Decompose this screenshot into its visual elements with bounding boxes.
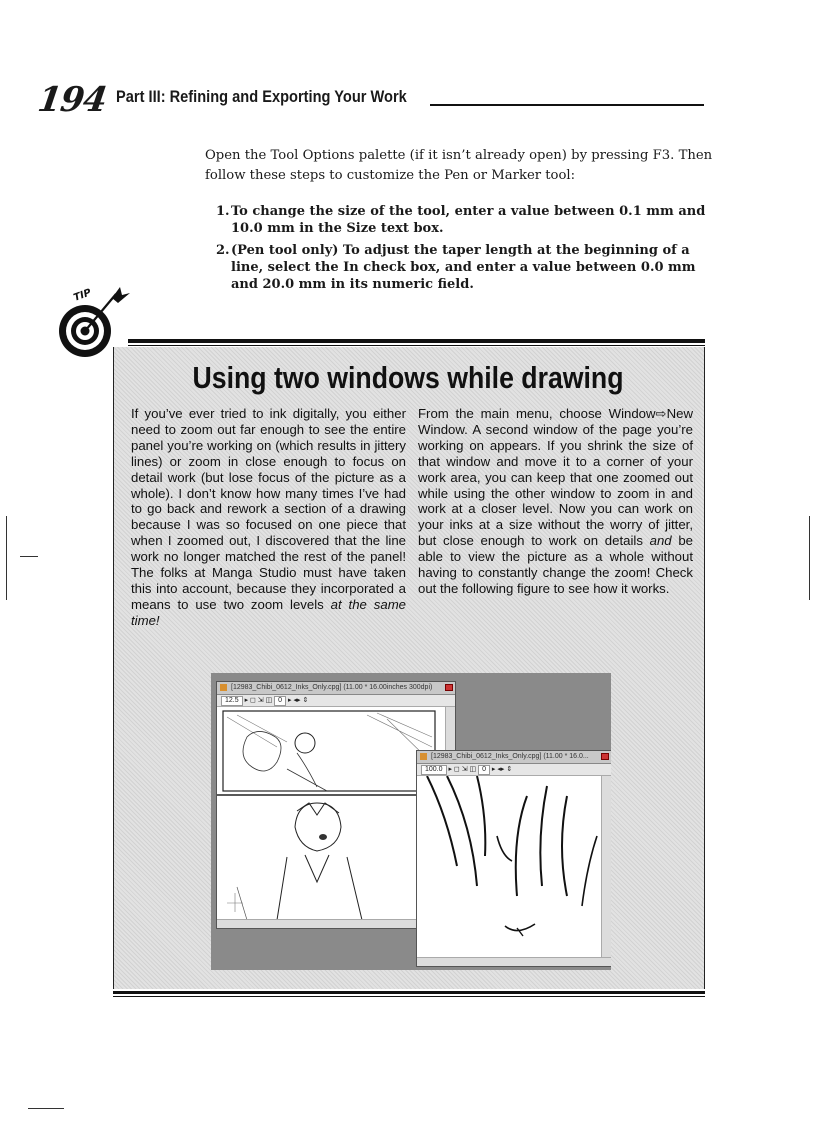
step-number: 2. — [216, 243, 230, 258]
horizontal-scrollbar[interactable] — [417, 957, 611, 966]
vertical-scrollbar[interactable] — [601, 776, 611, 958]
intro-paragraph: Open the Tool Options palette (if it isn’t already open) by pressing F3. Then follow these steps to customize the Pen or Marker tool: — [205, 148, 713, 183]
running-head: Part III: Refining and Exporting Your Work — [116, 87, 407, 106]
step-text: To change the size of the tool, enter a value between 0.1 mm and 10.0 mm in the Size text box. — [231, 204, 706, 236]
right-column-text-3: be able to view the picture as a whole without having to constantly change the zoom! Check out the following figure to see how it works. — [418, 533, 693, 596]
window-titlebar[interactable] — [417, 751, 611, 764]
crop-mark — [28, 1108, 64, 1109]
sidebar-bottom-rule-thin — [113, 996, 705, 997]
zoom-field[interactable]: 12.5 — [221, 696, 243, 706]
document-icon — [420, 753, 427, 760]
step-item — [205, 203, 720, 237]
step-text: (Pen tool only) To adjust the taper length at the beginning of a line, select the In check box, and enter a value between 0.0 mm and 20.0 mm in its numeric field. — [231, 243, 696, 292]
page-canvas[interactable] — [217, 707, 446, 920]
sidebar-left-column — [131, 406, 406, 629]
window-toolbar: 100.0 ▸ ◻ ⇲ ◫ 0 ▸ ◂▸ ⇕ — [417, 764, 611, 776]
registration-mark — [20, 556, 38, 557]
tip-label: TIP — [72, 287, 93, 304]
page-field[interactable]: 0 — [274, 696, 286, 706]
right-column-emphasis: and — [649, 533, 672, 549]
crop-mark — [6, 516, 7, 600]
document-icon — [220, 684, 227, 691]
header-rule — [430, 104, 704, 106]
page-number: 194 — [35, 80, 109, 120]
step-number: 1. — [216, 204, 230, 219]
manga-closeup-art — [417, 776, 602, 958]
right-column-text-1: From the main menu, choose Window — [418, 406, 656, 421]
sidebar-top-rule-thin — [128, 345, 705, 346]
window-title: [12983_Chibi_0612_Inks_Only.cpg] (11.00 * 16.00inches 300dpi) — [231, 684, 433, 691]
figure-screenshot — [211, 673, 611, 970]
window-titlebar[interactable] — [217, 682, 455, 695]
menu-arrow-icon: ⇨ — [655, 406, 667, 421]
left-column-emphasis: at the same time! — [131, 596, 407, 628]
crop-mark — [809, 516, 810, 600]
steps-list — [205, 203, 720, 298]
zoom-field[interactable]: 100.0 — [421, 765, 447, 775]
zoomed-in-window[interactable] — [416, 750, 611, 967]
close-icon[interactable] — [445, 684, 453, 691]
sidebar-bottom-rule — [113, 991, 705, 994]
sidebar-title: Using two windows while drawing — [192, 360, 624, 395]
manga-page-art — [217, 707, 446, 920]
step-item — [205, 242, 720, 293]
sidebar-top-rule — [128, 339, 705, 343]
sidebar-right-column — [418, 406, 693, 597]
window-title: [12983_Chibi_0612_Inks_Only.cpg] (11.00 * 16.0... — [431, 753, 589, 760]
right-column-text-2: New Window. A second window of the page you’re working on appears. If you shrink the size of that window and move it to a corner of your work area, you can keep that one zoomed out while using the other window to zoom in and work at a closer level. Now you can work on your inks at a size without the worry of jitter, but close enough to work on details — [418, 406, 693, 549]
page-field[interactable]: 0 — [478, 765, 490, 775]
page-canvas[interactable] — [417, 776, 602, 958]
window-toolbar: 12.5 ▸ ◻ ⇲ ◫ 0 ▸ ◂▸ ⇕ — [217, 695, 455, 707]
left-column-text: If you’ve ever tried to ink digitally, you either need to zoom out far enough to see the entire panel you’re working on (which results in jittery lines) or zoom in close enough to focus on detail work (but lose focus of the picture as a whole). I don’t know how many times I’ve had to go back and rework a section of a drawing because I was so focused on one piece that when I zoomed out, I discovered that the line work no longer matched the rest of the panel! The folks at Manga Studio must have taken this into account, because they incorporated a means to use two zoom levels — [131, 406, 406, 612]
close-icon[interactable] — [601, 753, 609, 760]
